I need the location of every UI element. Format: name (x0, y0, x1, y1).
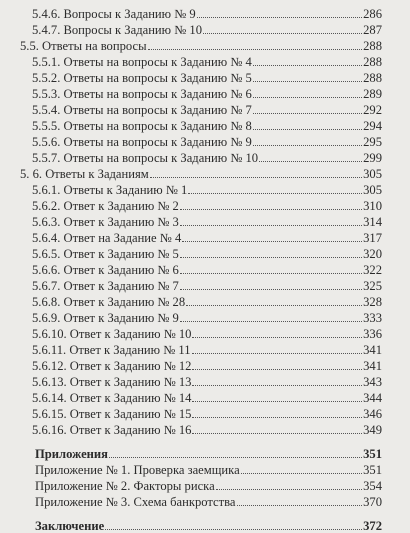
dot-leader (182, 241, 362, 242)
toc-entry-label: Приложения (35, 447, 108, 461)
toc-entry-5-5-7 (32, 150, 382, 165)
toc-entry-label: 5.5.2. Ответы на вопросы к Заданию № 5 (32, 71, 252, 85)
toc-page-number: 317 (363, 231, 382, 245)
dot-leader (253, 97, 362, 98)
toc-entry-label: Приложение № 3. Схема банкротства (35, 495, 236, 509)
toc-entry-5-5 (20, 38, 382, 53)
toc-entry-5-6-11 (32, 342, 382, 357)
dot-leader (197, 17, 362, 18)
toc-entry-appendix-2 (35, 478, 382, 493)
dot-leader (203, 33, 362, 34)
dot-leader (186, 305, 362, 306)
toc-page-number: 351 (363, 447, 382, 461)
toc-entry-label: 5.6.4. Ответ на Задание № 4 (32, 231, 182, 245)
toc-entry-5-6-2 (32, 198, 382, 213)
toc-entry-label: 5.6.1. Ответы к Заданию № 1 (32, 183, 188, 197)
toc-entry-5-6 (20, 166, 382, 181)
toc-entry-5-6-15 (32, 406, 382, 421)
toc-page-number: 294 (363, 119, 382, 133)
toc-entry-label: 5.6.11. Ответ к Заданию № 11 (32, 343, 191, 357)
toc-page-number: 299 (363, 151, 382, 165)
toc-entry-5-5-2 (32, 70, 382, 85)
dot-leader (180, 289, 362, 290)
toc-page-number: 320 (363, 247, 382, 261)
dot-leader (253, 113, 362, 114)
toc-entry-5-6-12 (32, 358, 382, 373)
dot-leader (259, 161, 362, 162)
toc-entry-label: 5.5.3. Ответы на вопросы к Заданию № 6 (32, 87, 252, 101)
dot-leader (180, 257, 362, 258)
dot-leader (192, 353, 363, 354)
toc-page-number: 305 (363, 167, 382, 181)
toc-page-number: 346 (363, 407, 382, 421)
dot-leader (192, 369, 362, 370)
toc-entry-5-5-6 (32, 134, 382, 149)
toc-page-number: 349 (363, 423, 382, 437)
toc-page-number: 288 (363, 71, 382, 85)
toc-page-number: 295 (363, 135, 382, 149)
toc-entry-label: 5.5.7. Ответы на вопросы к Заданию № 10 (32, 151, 259, 165)
toc-entry-label: Приложение № 1. Проверка заемщика (35, 463, 240, 477)
dot-leader (253, 129, 362, 130)
toc-entry-5-5-1 (32, 54, 382, 69)
dot-leader (180, 209, 362, 210)
toc-entry-label: 5.4.6. Вопросы к Заданию № 9 (32, 7, 196, 21)
dot-leader (192, 385, 362, 386)
toc-entry-appendices (35, 446, 382, 461)
toc-page-number: 341 (363, 343, 382, 357)
toc-entry-label: 5.4.7. Вопросы к Заданию № 10 (32, 23, 202, 37)
dot-leader (180, 225, 362, 226)
dot-leader (253, 65, 362, 66)
dot-leader (192, 337, 362, 338)
toc-entry-appendix-1 (35, 462, 382, 477)
toc-entry-label: 5.6.2. Ответ к Заданию № 2 (32, 199, 179, 213)
toc-entry-5-5-4 (32, 102, 382, 117)
toc-entry-5-6-3 (32, 214, 382, 229)
toc-entry-label: 5.6.10. Ответ к Заданию № 10 (32, 327, 192, 341)
toc-entry-label: 5.6.16. Ответ к Заданию № 16 (32, 423, 192, 437)
dot-leader (180, 321, 362, 322)
dot-leader (109, 457, 362, 458)
toc-page-number: 325 (363, 279, 382, 293)
toc-entry-5-5-5 (32, 118, 382, 133)
dot-leader (192, 417, 362, 418)
toc-entry-label: 5.6.12. Ответ к Заданию № 12 (32, 359, 192, 373)
toc-entry-label: 5. 6. Ответы к Заданиям (20, 167, 149, 181)
toc-page-number: 292 (363, 103, 382, 117)
toc-entry-label: 5.5.5. Ответы на вопросы к Заданию № 8 (32, 119, 252, 133)
toc-page-number: 372 (363, 519, 382, 533)
dot-leader (241, 473, 362, 474)
toc-page-number: 370 (363, 495, 382, 509)
dot-leader (216, 489, 362, 490)
toc-entry-5-6-13 (32, 374, 382, 389)
toc-entry-5-4-6 (32, 6, 382, 21)
toc-page-number: 354 (363, 479, 382, 493)
toc-entry-label: 5.5.1. Ответы на вопросы к Заданию № 4 (32, 55, 252, 69)
toc-entry-label: 5.5.6. Ответы на вопросы к Заданию № 9 (32, 135, 252, 149)
toc-entry-label: 5.6.9. Ответ к Заданию № 9 (32, 311, 179, 325)
dot-leader (105, 529, 362, 530)
dot-leader (253, 81, 362, 82)
toc-entry-label: Заключение (35, 519, 105, 533)
toc-page-number: 336 (363, 327, 382, 341)
toc-entry-5-6-1 (32, 182, 382, 197)
toc-entry-5-6-5 (32, 246, 382, 261)
toc-entry-5-6-10 (32, 326, 382, 341)
toc-entry-label: 5.6.6. Ответ к Заданию № 6 (32, 263, 179, 277)
toc-page-number: 286 (363, 7, 382, 21)
toc-entry-label: 5.6.15. Ответ к Заданию № 15 (32, 407, 192, 421)
toc-entry-label: 5.6.14. Ответ к Заданию № 14 (32, 391, 192, 405)
toc-page-number: 314 (363, 215, 382, 229)
toc-entry-5-6-7 (32, 278, 382, 293)
toc-entry-label: 5.6.3. Ответ к Заданию № 3 (32, 215, 179, 229)
toc-page-number: 289 (363, 87, 382, 101)
toc-entry-label: 5.6.13. Ответ к Заданию № 13 (32, 375, 192, 389)
toc-page-number: 351 (363, 463, 382, 477)
toc-entry-5-6-8 (32, 294, 382, 309)
toc-entry-5-6-9 (32, 310, 382, 325)
toc-entry-5-6-4 (32, 230, 382, 245)
toc-entry-label: 5.5.4. Ответы на вопросы к Заданию № 7 (32, 103, 252, 117)
toc-entry-conclusion (35, 518, 382, 533)
toc-page-number: 322 (363, 263, 382, 277)
toc-entry-label: 5.6.8. Ответ к Заданию № 28 (32, 295, 186, 309)
toc-entry-5-5-3 (32, 86, 382, 101)
dot-leader (150, 177, 362, 178)
toc-page-number: 288 (363, 55, 382, 69)
toc-entry-label: 5.6.5. Ответ к Заданию № 5 (32, 247, 179, 261)
toc-entry-5-6-6 (32, 262, 382, 277)
dot-leader (192, 433, 362, 434)
toc-page-number: 341 (363, 359, 382, 373)
dot-leader (192, 401, 362, 402)
toc-entry-5-6-14 (32, 390, 382, 405)
toc-entry-5-6-16 (32, 422, 382, 437)
toc-entry-label: Приложение № 2. Факторы риска (35, 479, 215, 493)
toc-page-number: 288 (363, 39, 382, 53)
toc-page-number: 287 (363, 23, 382, 37)
toc-entry-label: 5.5. Ответы на вопросы (20, 39, 147, 53)
dot-leader (148, 49, 363, 50)
toc-page-number: 344 (363, 391, 382, 405)
toc-page-number: 333 (363, 311, 382, 325)
toc-page-number: 343 (363, 375, 382, 389)
toc-entry-label: 5.6.7. Ответ к Заданию № 7 (32, 279, 179, 293)
dot-leader (180, 273, 362, 274)
toc-page-number: 328 (363, 295, 382, 309)
toc-entry-5-4-7 (32, 22, 382, 37)
toc-page-number: 305 (363, 183, 382, 197)
toc-page-number: 310 (363, 199, 382, 213)
toc-entry-appendix-3 (35, 494, 382, 509)
dot-leader (188, 193, 362, 194)
dot-leader (253, 145, 362, 146)
dot-leader (237, 505, 363, 506)
